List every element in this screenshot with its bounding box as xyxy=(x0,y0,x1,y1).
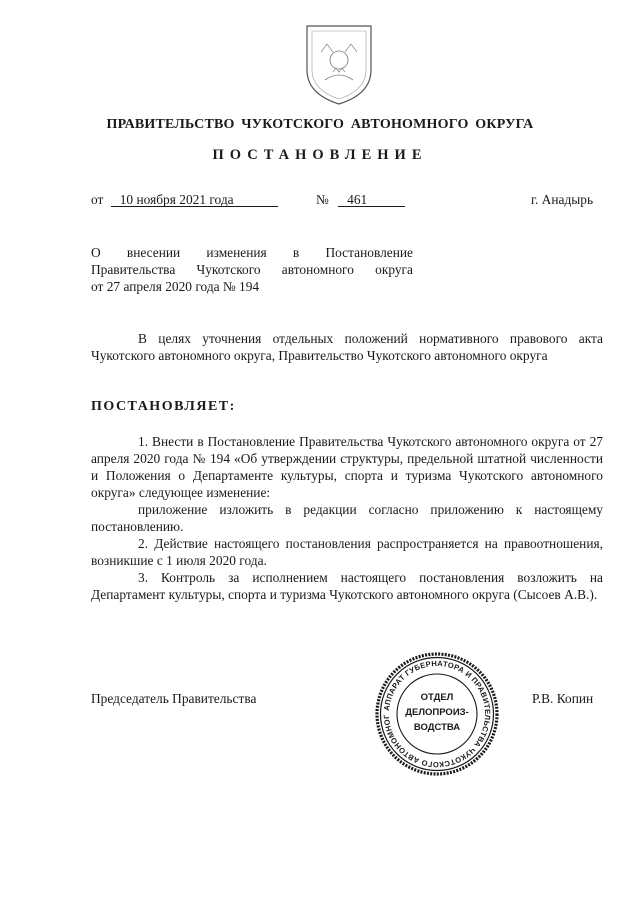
subject-line: О внесении изменения в Постановление xyxy=(91,245,413,260)
document-place: г. Анадырь xyxy=(531,192,594,207)
date-prefix: от xyxy=(91,192,104,207)
subject-line: от 27 апреля 2020 года № 194 xyxy=(91,279,260,294)
office-stamp xyxy=(374,651,500,777)
clause-2: 2. Действие настоящего постановления распространяется на правоотношения, возникшие с 1 июля 2020 года. xyxy=(91,536,603,568)
number-prefix: № xyxy=(316,192,329,207)
resolves-heading: ПОСТАНОВЛЯЕТ: xyxy=(91,399,236,414)
coat-of-arms-icon xyxy=(303,22,375,108)
clause-1: 1. Внести в Постановление Правительства Чукотского автономного округа от 27 апреля 2020 года № 194 «Об утверждении структуры, предельной штатной численности и Положения о Департаменте культуры, спорта и туризма Чукотского автономного округа» следующее изменение: xyxy=(91,434,603,500)
signatory-name: Р.В. Копин xyxy=(532,691,594,706)
stamp-ring-text: АППАРАТ ГУБЕРНАТОРА И ПРАВИТЕЛЬСТВА ЧУКОТСКОГО АВТОНОМНОГ xyxy=(381,658,493,770)
clause-3: 3. Контроль за исполнением настоящего постановления возложить на Департамент культуры, спорта и туризма Чукотского автономного округа (Сысоев А.В.). xyxy=(91,570,603,602)
preamble xyxy=(91,330,603,364)
clauses xyxy=(91,433,603,603)
organization-title: ПРАВИТЕЛЬСТВО ЧУКОТСКОГО АВТОНОМНОГО ОКРУГА xyxy=(106,117,534,132)
date-field xyxy=(91,192,278,208)
signatory-position: Председатель Правительства xyxy=(91,691,257,706)
stamp-line: ВОДСТВА xyxy=(413,722,461,733)
document-subject xyxy=(91,244,413,295)
preamble-text: В целях уточнения отдельных положений нормативного правового акта Чукотского автономного округа, Правительство Чукотского автономного округа xyxy=(91,331,603,363)
document-type: ПОСТАНОВЛЕНИЕ xyxy=(212,147,428,163)
document-number: 461 xyxy=(338,193,405,207)
clause-1-sub: приложение изложить в редакции согласно приложению к настоящему постановлению. xyxy=(91,502,603,534)
number-field xyxy=(316,192,405,208)
stamp-line: ДЕЛОПРОИЗ- xyxy=(405,707,469,718)
document-date: 10 ноября 2021 года xyxy=(111,193,278,207)
stamp-line: ОТДЕЛ xyxy=(420,692,454,703)
subject-line: Правительства Чукотского автономного округа xyxy=(91,262,413,277)
